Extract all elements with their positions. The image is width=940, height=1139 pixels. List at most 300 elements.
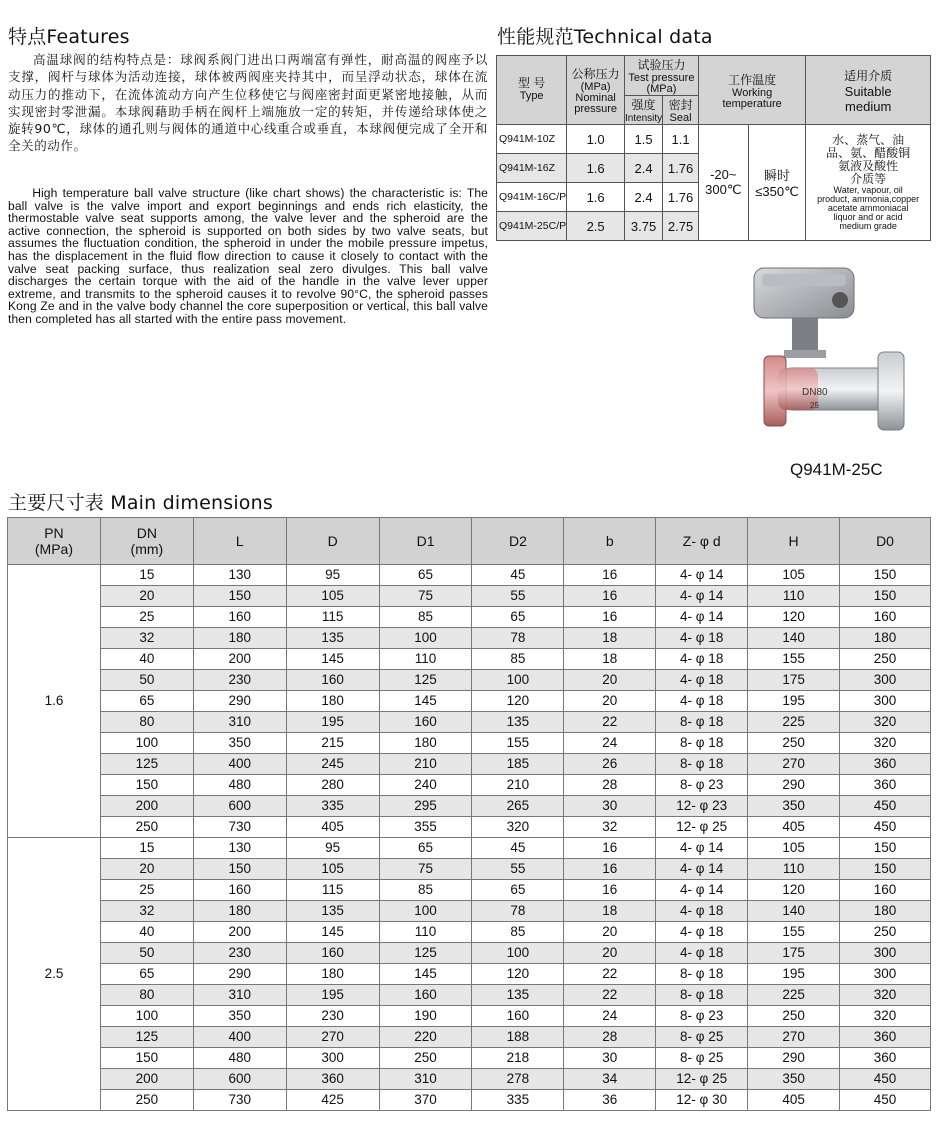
cell-d2: 210 [472, 775, 564, 796]
medium-en-line: medium grade [839, 221, 897, 231]
cell-d1: 250 [379, 1048, 472, 1069]
cell-bolt-holes: 4- φ 14 [656, 838, 748, 859]
cell-l: 310 [193, 985, 286, 1006]
cell-d0: 150 [840, 565, 931, 586]
cell-b: 30 [564, 796, 656, 817]
cell-dn: 15 [100, 838, 193, 859]
dimension-row [8, 1048, 931, 1069]
cell-b: 20 [564, 922, 656, 943]
tech-intensity: 3.75 [624, 212, 662, 241]
dimension-row [8, 1090, 931, 1111]
cell-l: 230 [193, 670, 286, 691]
cell-d2: 160 [472, 1006, 564, 1027]
cell-l: 160 [193, 607, 286, 628]
temp-instant-line2: ≤350℃ [755, 184, 799, 199]
cell-d0: 150 [840, 859, 931, 880]
dimension-row [8, 628, 931, 649]
cell-d2: 100 [472, 670, 564, 691]
cell-b: 22 [564, 964, 656, 985]
dimensions-table [7, 517, 931, 1111]
cell-bolt-holes: 8- φ 18 [656, 985, 748, 1006]
cell-dn: 32 [100, 901, 193, 922]
tech-temp-range [698, 125, 748, 241]
tech-type: Q941M-16C/P [497, 183, 567, 212]
cell-bolt-holes: 12- φ 30 [656, 1090, 748, 1111]
features-text-en: High temperature ball valve structure (like chart shows) the characteristic is: The ball valve is the valve import and export beginnings and ends rich elasticity, the thermostable valve seat supports among, the valve lever and the spheroid are the active connection, the spheroid is supported on both sides by two valve seats, but assumes the fluctuation condition, the spheroid in under the mobile pressure impetus, has the displacement in the fluid flow direction to cause it closely to contact with the valve seat packing surface, thus realization seal zero divulges. This ball valve discharges the certain torque with the aid of the handle in the valve lever upper extreme, and transmits to the spheroid causes it to revolve 90°C, the spheroid passes Kong Ze and in the valve body channel the core superposition or vertical, this ball valve then completed has all started with the entire pass movement. [8, 186, 488, 326]
pn-group-cell: 1.6 [8, 565, 101, 838]
cell-d: 135 [286, 901, 379, 922]
cell-d: 115 [286, 607, 379, 628]
cell-d2: 65 [472, 607, 564, 628]
cell-d0: 450 [840, 1069, 931, 1090]
cell-b: 16 [564, 859, 656, 880]
cell-b: 20 [564, 670, 656, 691]
cell-h: 405 [748, 1090, 840, 1111]
cell-bolt-holes: 12- φ 25 [656, 1069, 748, 1090]
cell-bolt-holes: 4- φ 18 [656, 628, 748, 649]
tech-seal: 1.1 [663, 125, 699, 154]
dimension-row [8, 859, 931, 880]
tech-temp-instant [748, 125, 806, 241]
cell-d: 105 [286, 859, 379, 880]
cell-d1: 190 [379, 1006, 472, 1027]
cell-d2: 218 [472, 1048, 564, 1069]
header-dn-label: DN [136, 525, 157, 541]
cell-d: 195 [286, 712, 379, 733]
dimension-row [8, 796, 931, 817]
cell-l: 350 [193, 1006, 286, 1027]
dimension-row [8, 733, 931, 754]
cell-l: 130 [193, 838, 286, 859]
cell-h: 110 [748, 859, 840, 880]
header-bolt-holes: Z- φ d [656, 518, 748, 565]
cell-b: 32 [564, 817, 656, 838]
cell-d1: 310 [379, 1069, 472, 1090]
cell-dn: 20 [100, 859, 193, 880]
cell-b: 26 [564, 754, 656, 775]
cell-bolt-holes: 8- φ 18 [656, 964, 748, 985]
cell-l: 150 [193, 586, 286, 607]
cell-l: 400 [193, 754, 286, 775]
cell-d: 95 [286, 565, 379, 586]
header-seal-cn: 密封 [668, 98, 693, 112]
cell-b: 20 [564, 943, 656, 964]
cell-d1: 370 [379, 1090, 472, 1111]
features-text-cn: 高温球阀的结构特点是：球阀系阀门进出口两端富有弹性，耐高温的阀座予以支撑，阀杆与球体为活动连接，球体被两阀座夹持其中，而呈浮动状态，球体在流动压力的推动下，在流体流动方向产生位移使它与阀座密封面更紧密地接触，从而实现密封零泄漏。本球阀藉助手柄在阀杆上端施放一定的转矩，并传递给球体使之旋转90℃，球体的通孔则与阀体的通道中心线重合或垂直，本球阀便完成了全开和全关的动作。 [8, 52, 488, 154]
header-test-unit: (MPa) [646, 83, 677, 95]
cell-d: 280 [286, 775, 379, 796]
pn-group-cell: 2.5 [8, 838, 101, 1111]
cell-d1: 75 [379, 859, 472, 880]
cell-d0: 320 [840, 733, 931, 754]
cell-d0: 450 [840, 1090, 931, 1111]
cell-h: 120 [748, 607, 840, 628]
cell-h: 195 [748, 691, 840, 712]
cell-d0: 300 [840, 943, 931, 964]
cell-h: 290 [748, 775, 840, 796]
tech-seal: 1.76 [663, 154, 699, 183]
cell-d1: 100 [379, 901, 472, 922]
cell-dn: 200 [100, 796, 193, 817]
cell-d2: 85 [472, 649, 564, 670]
cell-d1: 110 [379, 922, 472, 943]
cell-h: 270 [748, 1027, 840, 1048]
cell-dn: 25 [100, 880, 193, 901]
header-temp-en2: temperature [722, 97, 782, 110]
header-nominal-unit: (MPa) [580, 81, 611, 93]
cell-bolt-holes: 4- φ 14 [656, 565, 748, 586]
cell-d0: 150 [840, 838, 931, 859]
cell-h: 120 [748, 880, 840, 901]
cell-bolt-holes: 4- φ 18 [656, 922, 748, 943]
header-dn [100, 518, 193, 565]
medium-cn-line: 品、氨、醋酸铜 [826, 146, 911, 160]
tech-intensity: 2.4 [624, 154, 662, 183]
cell-dn: 15 [100, 565, 193, 586]
header-type-cn: 型 号 [517, 76, 546, 90]
dimension-row [8, 943, 931, 964]
cell-l: 180 [193, 901, 286, 922]
medium-en-line: liquor and or acid [833, 212, 903, 222]
temp-range-line2: 300℃ [705, 182, 742, 197]
technical-table [496, 55, 931, 241]
cell-l: 180 [193, 628, 286, 649]
cell-l: 150 [193, 859, 286, 880]
dimension-row [8, 754, 931, 775]
dimension-row [8, 586, 931, 607]
cell-bolt-holes: 12- φ 23 [656, 796, 748, 817]
cell-d2: 120 [472, 964, 564, 985]
cell-h: 195 [748, 964, 840, 985]
cell-d0: 160 [840, 880, 931, 901]
cell-d1: 180 [379, 733, 472, 754]
cell-d2: 65 [472, 880, 564, 901]
cell-dn: 80 [100, 985, 193, 1006]
cell-d1: 65 [379, 565, 472, 586]
cell-dn: 50 [100, 670, 193, 691]
cell-d0: 320 [840, 985, 931, 1006]
header-pn-label: PN [44, 525, 64, 541]
cell-dn: 40 [100, 649, 193, 670]
header-intensity-en: Intensity [624, 113, 663, 124]
cell-d0: 150 [840, 586, 931, 607]
cell-d1: 85 [379, 880, 472, 901]
header-temp-en1: Working [732, 86, 773, 99]
temp-instant-line1: 瞬时 [763, 168, 790, 183]
cell-bolt-holes: 4- φ 14 [656, 607, 748, 628]
cell-l: 200 [193, 922, 286, 943]
cell-b: 18 [564, 628, 656, 649]
cell-bolt-holes: 8- φ 25 [656, 1027, 748, 1048]
cell-d: 270 [286, 1027, 379, 1048]
cell-d2: 188 [472, 1027, 564, 1048]
dimension-row [8, 649, 931, 670]
cell-d1: 295 [379, 796, 472, 817]
cell-h: 225 [748, 712, 840, 733]
cell-d1: 355 [379, 817, 472, 838]
dimension-row [8, 1006, 931, 1027]
features-title: 特点Features [8, 26, 130, 48]
valve-photo [744, 264, 920, 454]
cell-dn: 100 [100, 733, 193, 754]
cell-b: 16 [564, 565, 656, 586]
cell-b: 18 [564, 901, 656, 922]
cell-l: 600 [193, 796, 286, 817]
cell-d2: 45 [472, 838, 564, 859]
cell-d1: 125 [379, 670, 472, 691]
cell-d: 300 [286, 1048, 379, 1069]
cell-l: 350 [193, 733, 286, 754]
cell-b: 20 [564, 691, 656, 712]
header-nominal-en2: pressure [574, 103, 617, 115]
tech-nominal: 1.6 [567, 154, 625, 183]
cell-h: 140 [748, 628, 840, 649]
cell-d: 115 [286, 880, 379, 901]
cell-d: 135 [286, 628, 379, 649]
cell-dn: 50 [100, 943, 193, 964]
cell-l: 310 [193, 712, 286, 733]
cell-dn: 20 [100, 586, 193, 607]
cell-d1: 85 [379, 607, 472, 628]
cell-l: 400 [193, 1027, 286, 1048]
cell-bolt-holes: 8- φ 23 [656, 1006, 748, 1027]
cell-bolt-holes: 4- φ 14 [656, 586, 748, 607]
cell-d1: 145 [379, 964, 472, 985]
cell-d: 105 [286, 586, 379, 607]
cell-bolt-holes: 8- φ 23 [656, 775, 748, 796]
cell-dn: 150 [100, 1048, 193, 1069]
dimension-row [8, 1027, 931, 1048]
header-d: D [286, 518, 379, 565]
medium-en-line: acetate ammoniacal [827, 203, 909, 213]
cell-d0: 450 [840, 796, 931, 817]
cell-h: 290 [748, 1048, 840, 1069]
cell-d0: 300 [840, 691, 931, 712]
header-temp [698, 56, 805, 125]
tech-nominal: 1.6 [567, 183, 625, 212]
cell-d1: 210 [379, 754, 472, 775]
tech-seal: 1.76 [663, 183, 699, 212]
cell-bolt-holes: 12- φ 25 [656, 817, 748, 838]
cell-b: 18 [564, 649, 656, 670]
dimension-row [8, 922, 931, 943]
cell-bolt-holes: 8- φ 18 [656, 712, 748, 733]
cell-dn: 150 [100, 775, 193, 796]
header-medium [806, 56, 931, 125]
cell-l: 130 [193, 565, 286, 586]
cell-l: 160 [193, 880, 286, 901]
dimension-row [8, 565, 931, 586]
cell-dn: 40 [100, 922, 193, 943]
cell-d: 160 [286, 943, 379, 964]
cell-d0: 360 [840, 775, 931, 796]
cell-d: 335 [286, 796, 379, 817]
header-l: L [193, 518, 286, 565]
cell-bolt-holes: 4- φ 14 [656, 859, 748, 880]
dimensions-body [8, 565, 931, 1111]
cell-l: 480 [193, 775, 286, 796]
cell-dn: 25 [100, 607, 193, 628]
cell-b: 22 [564, 712, 656, 733]
medium-cn-line: 水、蒸气、油 [832, 133, 905, 147]
cell-d: 180 [286, 691, 379, 712]
header-nominal [567, 56, 625, 125]
cell-d1: 145 [379, 691, 472, 712]
technical-title: 性能规范Technical data [497, 26, 713, 48]
cell-b: 36 [564, 1090, 656, 1111]
tech-row [497, 125, 931, 154]
cell-dn: 80 [100, 712, 193, 733]
header-nominal-cn: 公称压力 [571, 67, 620, 81]
tech-nominal: 1.0 [567, 125, 625, 154]
cell-b: 16 [564, 586, 656, 607]
cell-l: 200 [193, 649, 286, 670]
dimensions-title: 主要尺寸表 Main dimensions [8, 492, 273, 514]
dimension-row [8, 838, 931, 859]
cell-dn: 65 [100, 691, 193, 712]
cell-d0: 360 [840, 754, 931, 775]
cell-bolt-holes: 8- φ 18 [656, 733, 748, 754]
cell-d0: 300 [840, 670, 931, 691]
cell-bolt-holes: 8- φ 18 [656, 754, 748, 775]
cell-b: 24 [564, 733, 656, 754]
cell-b: 16 [564, 838, 656, 859]
cell-d: 145 [286, 649, 379, 670]
cell-l: 730 [193, 817, 286, 838]
cell-b: 28 [564, 775, 656, 796]
header-test [624, 56, 698, 96]
cell-d0: 250 [840, 649, 931, 670]
cell-h: 155 [748, 649, 840, 670]
header-d0: D0 [840, 518, 931, 565]
cell-h: 175 [748, 670, 840, 691]
cell-bolt-holes: 4- φ 18 [656, 901, 748, 922]
cell-h: 175 [748, 943, 840, 964]
header-test-cn: 试验压力 [637, 58, 686, 72]
medium-cn-line: 介质等 [850, 172, 887, 186]
header-pn-unit: (MPa) [34, 541, 74, 557]
dimension-row [8, 817, 931, 838]
dimension-row [8, 775, 931, 796]
cell-d2: 120 [472, 691, 564, 712]
cell-bolt-holes: 4- φ 18 [656, 670, 748, 691]
cell-l: 480 [193, 1048, 286, 1069]
cell-d: 95 [286, 838, 379, 859]
cell-d2: 55 [472, 586, 564, 607]
header-seal-en: Seal [669, 112, 692, 124]
dimension-row [8, 880, 931, 901]
cell-b: 28 [564, 1027, 656, 1048]
cell-d: 230 [286, 1006, 379, 1027]
cell-d: 405 [286, 817, 379, 838]
cell-h: 105 [748, 838, 840, 859]
cell-d0: 300 [840, 964, 931, 985]
cell-dn: 32 [100, 628, 193, 649]
cell-b: 16 [564, 607, 656, 628]
cell-d0: 360 [840, 1048, 931, 1069]
cell-b: 30 [564, 1048, 656, 1069]
cell-d2: 45 [472, 565, 564, 586]
cell-d1: 65 [379, 838, 472, 859]
cell-d1: 220 [379, 1027, 472, 1048]
cell-h: 105 [748, 565, 840, 586]
tech-nominal: 2.5 [567, 212, 625, 241]
header-medium-en1: Suitable [844, 83, 892, 99]
cell-l: 230 [193, 943, 286, 964]
cell-l: 290 [193, 964, 286, 985]
header-medium-cn: 适用介质 [844, 68, 893, 83]
cell-d: 360 [286, 1069, 379, 1090]
header-seal [663, 96, 699, 125]
cell-h: 350 [748, 796, 840, 817]
cell-b: 22 [564, 985, 656, 1006]
cell-h: 250 [748, 1006, 840, 1027]
cell-d2: 155 [472, 733, 564, 754]
cell-d2: 265 [472, 796, 564, 817]
body-marking-pn: 25 [810, 401, 819, 410]
cell-d0: 250 [840, 922, 931, 943]
cell-d0: 320 [840, 1006, 931, 1027]
valve-illustration [744, 264, 920, 454]
cell-d2: 78 [472, 901, 564, 922]
cell-b: 16 [564, 880, 656, 901]
cell-d: 425 [286, 1090, 379, 1111]
cell-d: 215 [286, 733, 379, 754]
cell-d: 180 [286, 964, 379, 985]
cell-d1: 240 [379, 775, 472, 796]
cell-h: 250 [748, 733, 840, 754]
tech-type: Q941M-16Z [497, 154, 567, 183]
medium-cn-line: 氨液及酸性 [838, 159, 899, 173]
header-d1: D1 [379, 518, 472, 565]
header-medium-en2: medium [845, 98, 892, 114]
tech-intensity: 1.5 [624, 125, 662, 154]
cell-d2: 100 [472, 943, 564, 964]
cell-h: 110 [748, 586, 840, 607]
cell-dn: 250 [100, 817, 193, 838]
product-caption: Q941M-25C [790, 460, 883, 479]
medium-en-line: Water, vapour, oil [833, 185, 903, 195]
cell-d0: 450 [840, 817, 931, 838]
cell-h: 225 [748, 985, 840, 1006]
dimension-row [8, 691, 931, 712]
cell-bolt-holes: 4- φ 14 [656, 880, 748, 901]
header-nominal-en1: Nominal [575, 92, 616, 104]
header-h: H [748, 518, 840, 565]
cell-d2: 335 [472, 1090, 564, 1111]
cell-h: 155 [748, 922, 840, 943]
cell-l: 730 [193, 1090, 286, 1111]
cell-d1: 125 [379, 943, 472, 964]
cell-dn: 250 [100, 1090, 193, 1111]
cell-d1: 160 [379, 712, 472, 733]
cell-d: 160 [286, 670, 379, 691]
cell-d2: 78 [472, 628, 564, 649]
cell-d: 145 [286, 922, 379, 943]
header-type-en: Type [519, 90, 544, 102]
cell-bolt-holes: 8- φ 25 [656, 1048, 748, 1069]
cell-d: 245 [286, 754, 379, 775]
cell-dn: 125 [100, 1027, 193, 1048]
cell-d2: 135 [472, 712, 564, 733]
cell-d: 195 [286, 985, 379, 1006]
cell-l: 290 [193, 691, 286, 712]
header-test-en: Test pressure [628, 72, 695, 84]
cell-d2: 55 [472, 859, 564, 880]
tech-type: Q941M-10Z [497, 125, 567, 154]
cell-h: 270 [748, 754, 840, 775]
cell-bolt-holes: 4- φ 18 [656, 691, 748, 712]
